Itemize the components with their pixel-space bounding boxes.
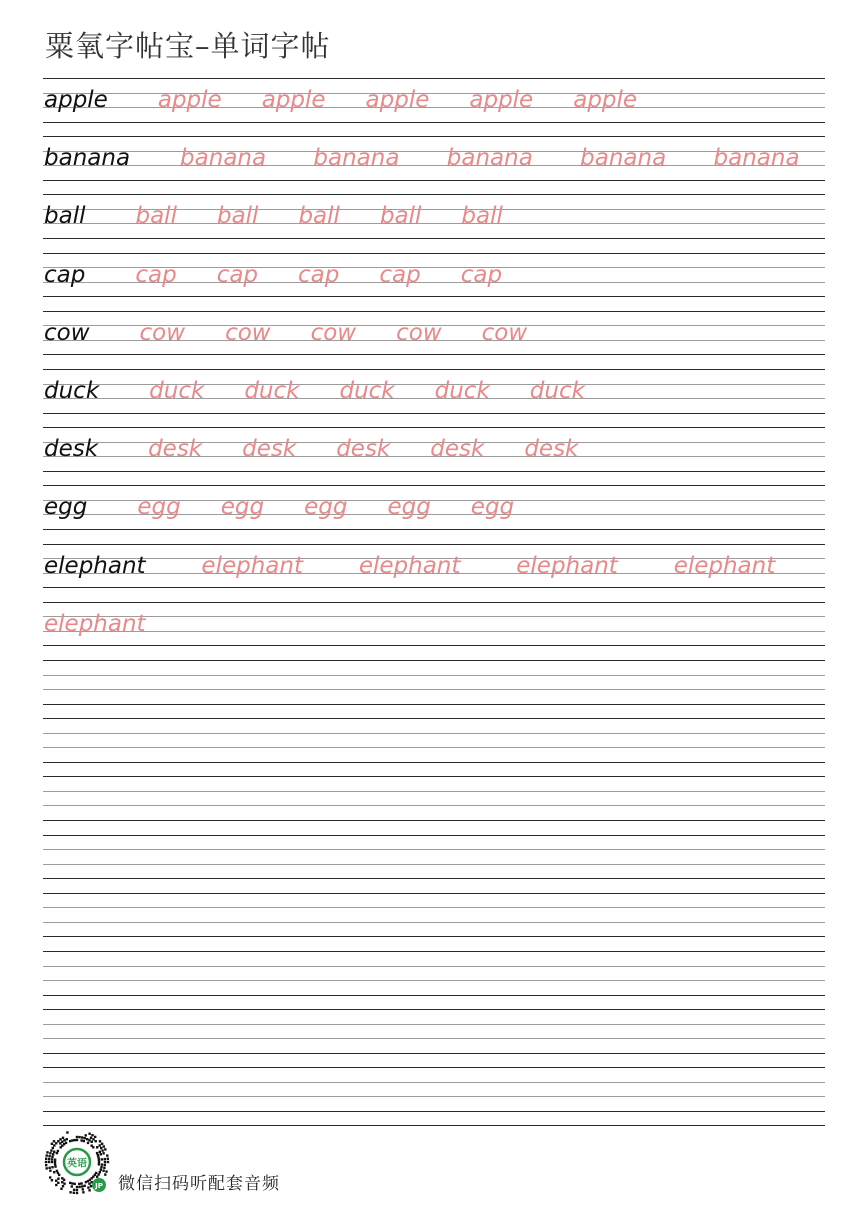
guide-line xyxy=(43,165,825,166)
guide-line xyxy=(43,820,825,821)
guide-line xyxy=(43,1009,825,1010)
trace-word: cow xyxy=(396,319,442,346)
trace-word: elephant xyxy=(44,610,146,637)
trace-word: banana xyxy=(313,145,400,172)
guide-line xyxy=(43,587,825,588)
guide-line xyxy=(43,733,825,734)
guide-line xyxy=(43,675,825,676)
trace-word: duck xyxy=(434,378,490,404)
qr-code-icon[interactable] xyxy=(42,1128,112,1198)
guide-line xyxy=(43,1082,825,1083)
guide-line xyxy=(43,791,825,792)
guide-line xyxy=(43,951,825,952)
trace-word: duck xyxy=(244,378,300,404)
guide-line xyxy=(43,311,825,312)
guide-line xyxy=(43,122,825,123)
guide-line xyxy=(43,878,825,879)
trace-word: banana xyxy=(446,145,533,172)
guide-line xyxy=(43,296,825,297)
trace-word: cow xyxy=(139,319,186,346)
guide-line xyxy=(43,980,825,981)
trace-word: duck xyxy=(529,378,585,404)
trace-word: cap xyxy=(379,261,421,288)
guide-line xyxy=(43,762,825,763)
trace-word: desk xyxy=(524,436,579,463)
guide-line xyxy=(43,529,825,530)
model-word: elephant xyxy=(44,552,146,579)
guide-line xyxy=(43,1111,825,1112)
trace-word: apple xyxy=(365,87,430,113)
trace-word: egg xyxy=(304,494,348,521)
guide-line xyxy=(43,704,825,705)
trace-word: egg xyxy=(220,494,265,521)
guide-line xyxy=(43,616,825,617)
guide-line xyxy=(43,718,825,719)
guide-line xyxy=(43,136,825,137)
guide-line xyxy=(43,1024,825,1025)
trace-word: elephant xyxy=(358,552,461,579)
trace-word: apple xyxy=(157,87,222,113)
trace-word: ball xyxy=(135,203,177,230)
guide-line xyxy=(43,180,825,181)
qr-badge-text: 英语 xyxy=(67,1158,87,1170)
trace-word: apple xyxy=(573,87,638,113)
trace-word: banana xyxy=(580,145,667,172)
guide-line xyxy=(43,485,825,486)
trace-word: cap xyxy=(216,261,259,288)
model-word: cow xyxy=(44,319,90,346)
guide-line xyxy=(43,995,825,996)
guide-line xyxy=(43,544,825,545)
model-word: egg xyxy=(44,494,88,521)
trace-word: cow xyxy=(310,319,357,346)
trace-word: cap xyxy=(135,261,177,288)
model-word: desk xyxy=(44,436,99,463)
guide-line xyxy=(43,1125,825,1126)
guide-line xyxy=(43,689,825,690)
guide-line xyxy=(43,427,825,428)
trace-word: duck xyxy=(149,378,205,404)
guide-line xyxy=(43,747,825,748)
qr-corner-text: JP xyxy=(95,1182,103,1190)
model-word: duck xyxy=(44,378,100,404)
guide-line xyxy=(43,1053,825,1054)
trace-word: desk xyxy=(242,436,297,463)
trace-word: elephant xyxy=(516,552,618,579)
trace-word: cap xyxy=(460,261,503,288)
trace-word: ball xyxy=(461,203,503,230)
model-word: ball xyxy=(44,203,86,230)
trace-word: elephant xyxy=(673,552,776,579)
guide-line xyxy=(43,1038,825,1039)
trace-word: ball xyxy=(216,203,259,230)
guide-line xyxy=(43,966,825,967)
model-word: cap xyxy=(44,261,86,288)
guide-line xyxy=(43,194,825,195)
guide-line xyxy=(43,631,825,632)
guide-line xyxy=(43,849,825,850)
guide-line xyxy=(43,1096,825,1097)
guide-line xyxy=(43,835,825,836)
trace-word: ball xyxy=(298,203,340,230)
guide-line xyxy=(43,907,825,908)
guide-line xyxy=(43,151,825,152)
guide-line xyxy=(43,369,825,370)
trace-word: apple xyxy=(261,87,326,113)
guide-line xyxy=(43,936,825,937)
model-word: banana xyxy=(44,145,131,172)
trace-word: banana xyxy=(713,145,800,172)
guide-line xyxy=(43,660,825,661)
trace-word: cap xyxy=(298,261,340,288)
guide-line xyxy=(43,893,825,894)
model-word: apple xyxy=(44,87,108,113)
guide-line xyxy=(43,776,825,777)
guide-line xyxy=(43,922,825,923)
trace-word: elephant xyxy=(201,552,303,579)
guide-line xyxy=(43,78,825,79)
guide-line xyxy=(43,1067,825,1068)
trace-word: egg xyxy=(470,494,515,521)
guide-line xyxy=(43,238,825,239)
trace-word: desk xyxy=(148,436,203,463)
trace-word: egg xyxy=(137,494,181,521)
trace-word: duck xyxy=(339,378,395,404)
trace-word: apple xyxy=(469,87,534,113)
scan-instruction: 微信扫码听配套音频 xyxy=(118,1174,280,1194)
guide-line xyxy=(43,471,825,472)
guide-line xyxy=(43,413,825,414)
guide-line xyxy=(43,602,825,603)
page-title: 粟氧字帖宝–单词字帖 xyxy=(45,29,331,63)
guide-line xyxy=(43,354,825,355)
trace-word: banana xyxy=(180,145,267,172)
trace-word: cow xyxy=(225,319,271,346)
trace-word: desk xyxy=(430,436,485,463)
trace-word: egg xyxy=(387,494,431,521)
guide-line xyxy=(43,253,825,254)
guide-line xyxy=(43,805,825,806)
guide-line xyxy=(43,645,825,646)
trace-word: ball xyxy=(379,203,422,230)
trace-word: cow xyxy=(481,319,528,346)
guide-line xyxy=(43,864,825,865)
trace-word: desk xyxy=(336,436,391,463)
